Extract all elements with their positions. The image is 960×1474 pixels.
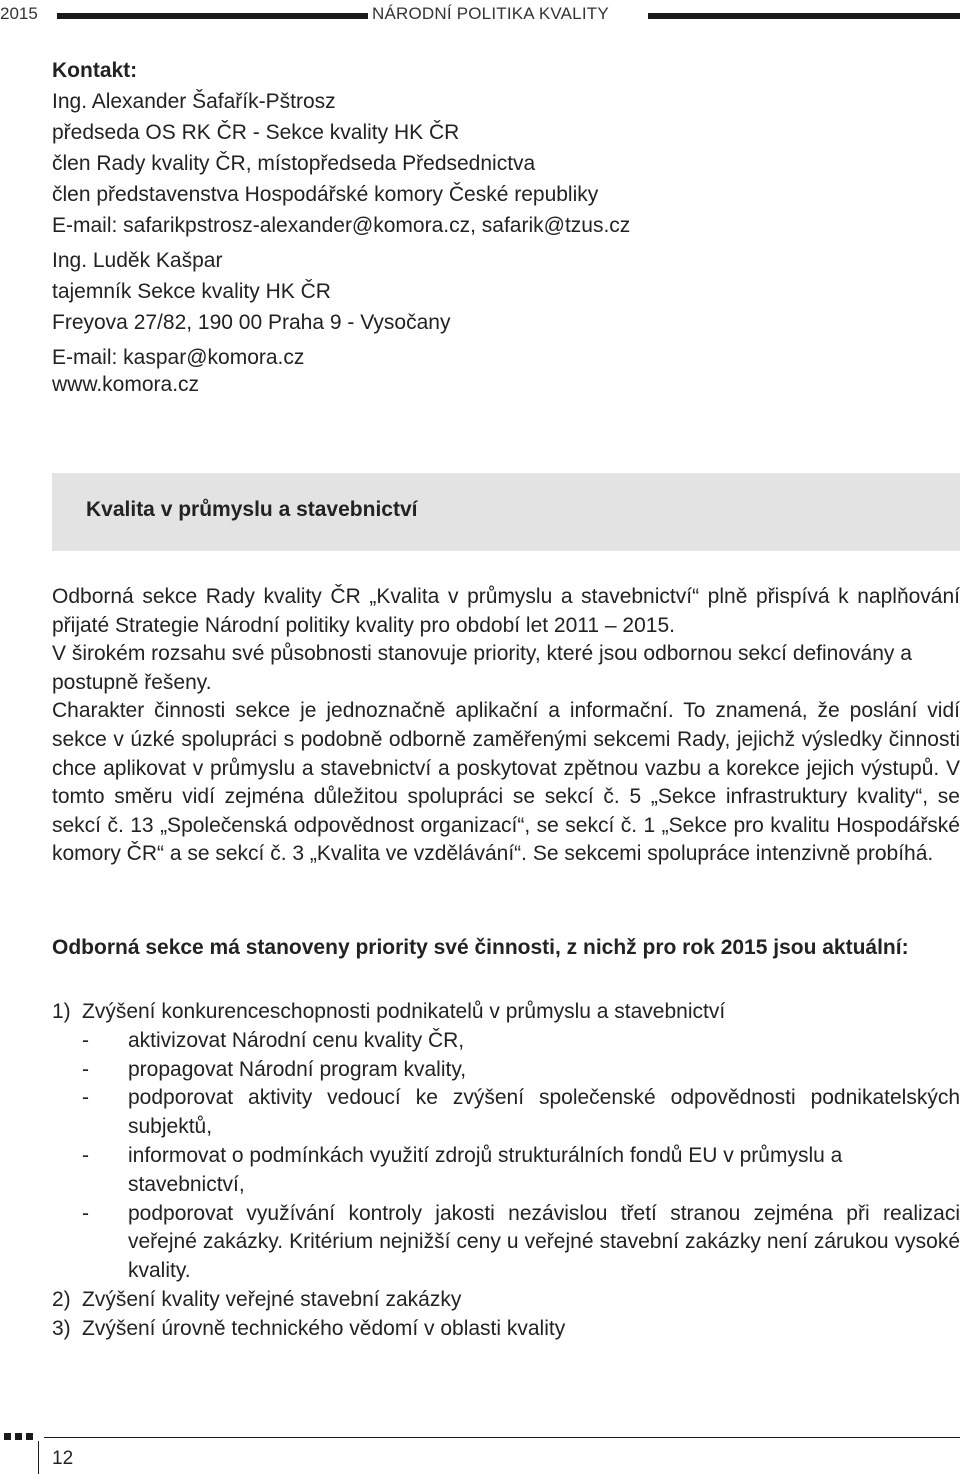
person2-role: tajemník Sekce kvality HK ČR — [52, 280, 331, 303]
footer-vertical-rule — [38, 1441, 39, 1474]
sub-item-text: podporovat využívání kontroly jakosti nezávislou třetí stranou zejména při realizaci veřejné zakázky. Kritérium nejnižší ceny u veřejné stavební zakázky není zárukou vysoké kvality. — [128, 1201, 960, 1283]
person1-name: Ing. Alexander Šafařík-Pštrosz — [52, 90, 336, 113]
page-number: 12 — [52, 1448, 74, 1469]
header-rule-left — [57, 13, 368, 19]
sub-item — [82, 1084, 960, 1142]
sub-item — [82, 1200, 960, 1286]
running-header — [0, 0, 960, 30]
person2-email[interactable]: E-mail: kaspar@komora.cz — [52, 346, 305, 369]
contact-label: Kontakt: — [52, 59, 138, 82]
sub-item-text: informovat o podmínkách využití zdrojů strukturálních fondů EU v průmyslu a stavebnictví, — [128, 1143, 843, 1196]
header-rule-right — [648, 13, 960, 19]
priority-text: Zvýšení kvality veřejné stavební zakázky — [82, 1287, 462, 1311]
sub-item-text: podporovat aktivity vedoucí ke zvýšení společenské odpovědnosti podnikatelských subjektů, — [128, 1086, 960, 1139]
sub-item-text: propagovat Národní program kvality, — [128, 1057, 467, 1081]
person2-web-link[interactable]: www.komora.cz — [52, 373, 200, 396]
person1-role-3: člen představenstva Hospodářské komory České republiky — [52, 183, 599, 206]
header-title: NÁRODNÍ POLITIKA KVALITY — [372, 4, 609, 23]
footer-dots — [0, 1433, 40, 1441]
priority-item-2 — [52, 1286, 960, 1315]
sub-item — [82, 1056, 960, 1085]
sub-item — [82, 1142, 960, 1200]
dash: - — [82, 1143, 89, 1167]
priority-text: Zvýšení úrovně technického vědomí v oblasti kvality — [82, 1316, 566, 1340]
dash: - — [82, 1057, 89, 1081]
person2-name: Ing. Luděk Kašpar — [52, 249, 223, 272]
contact-block — [52, 55, 952, 400]
person2-address: Freyova 27/82, 190 00 Praha 9 - Vysočany — [52, 311, 451, 334]
person1-email[interactable]: E-mail: safarikpstrosz-alexander@komora.cz, safarik@tzus.cz — [52, 214, 631, 237]
dash: - — [82, 1028, 89, 1052]
sub-item-text: aktivizovat Národní cenu kvality ČR, — [128, 1028, 465, 1052]
section-heading-box — [52, 473, 960, 551]
priorities-list — [52, 998, 960, 1344]
priority-item-1 — [52, 998, 960, 1027]
dash: - — [82, 1201, 89, 1225]
priority-text: Zvýšení konkurenceschopnosti podnikatelů v průmyslu a stavebnictví — [82, 1000, 726, 1023]
priority-number: 3) — [52, 1316, 71, 1340]
person1-role-2: člen Rady kvality ČR, místopředseda Předsednictva — [52, 152, 536, 175]
section-heading: Kvalita v průmyslu a stavebnictví — [86, 498, 418, 521]
footer-rule — [44, 1437, 960, 1438]
paragraph-1: Odborná sekce Rady kvality ČR „Kvalita v průmyslu a stavebnictví“ plně přispívá k naplňování přijaté Strategie Národní politiky kvality pro období let 2011 – 2015. — [52, 585, 960, 637]
person1-role-1: předseda OS RK ČR - Sekce kvality HK ČR — [52, 121, 460, 144]
paragraph-3: Charakter činnosti sekce je jednoznačně aplikační a informační. To znamená, že poslání vidí sekce v úzké spolupráci s podobně odborně zaměřenými sekcemi Rady, jejichž výsledky činnosti chce aplikovat v průmyslu a stavebnictví a poskytovat zpětnou vazbu a korekce jejich výstupů. V tomto směru vidí zejména důležitou spolupráci se sekcí č. 5 „Sekce infrastruktury kvality“, se sekcí č. 13 „Společenská odpovědnost organizací“, se sekcí č. 1 „Sekce pro kvalitu Hospodářské komory ČR“ a se sekcí č. 3 „Kvalita ve vzdělávání“. Se sekcemi spolupráce intenzivně probíhá. — [52, 699, 960, 866]
priority-item-3 — [52, 1315, 960, 1344]
sub-item — [82, 1027, 960, 1056]
dash: - — [82, 1086, 89, 1110]
paragraph-2: V širokém rozsahu své působnosti stanovuje priority, které jsou odbornou sekcí definovány a postupně řešeny. — [52, 642, 912, 694]
priority-number: 2) — [52, 1287, 71, 1311]
header-year: 2015 — [0, 4, 38, 23]
priority-number: 1) — [52, 1000, 71, 1023]
section-body — [52, 583, 960, 869]
priorities-heading: Odborná sekce má stanoveny priority své činnosti, z nichž pro rok 2015 jsou aktuální: — [52, 936, 909, 959]
